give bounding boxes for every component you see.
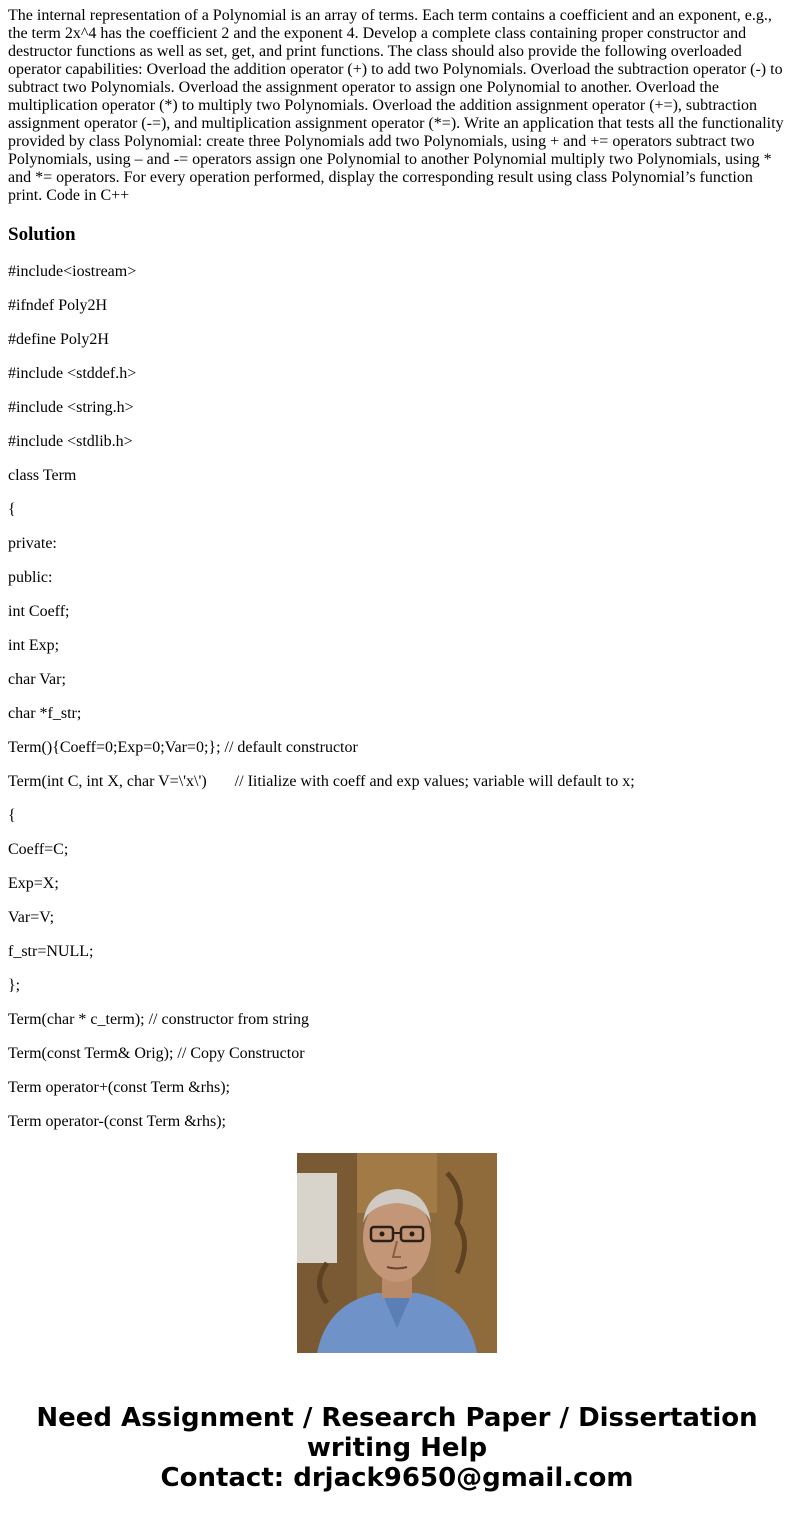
contact-banner [0,1403,794,1493]
code-line: Term(int C, int X, char V=\'x\') // Iitialize with coeff and exp values; variable will default to x; [8,773,635,790]
code-line: int Exp; [8,637,60,654]
code-listing [8,254,786,1130]
code-line: private: [8,535,57,552]
code-line: { [8,501,16,518]
code-line: #include<iostream> [8,263,137,280]
code-line: { [8,807,16,824]
code-line: #define Poly2H [8,331,109,348]
code-line: int Coeff; [8,603,70,620]
question-text: The internal representation of a Polynomial is an array of terms. Each term contains a coefficient and an exponent, e.g., the term 2x^4 has the coefficient 2 and the exponent 4. Develop a complete class containing proper constructor and destructor functions as well as set, get, and print functions. The class should also provide the following overloaded operator capabilities: Overload the addition operator (+) to add two Polynomials. Overload the subtraction operator (-) to subtract two Polynomials. Overload the assignment operator to assign one Polynomial to another. Overload the multiplication operator (*) to multiply two Polynomials. Overload the addition assignment operator (+=), subtraction assignment operator (-=), and multiplication assignment operator (*=). Write an application that tests all the functionality provided by class Polynomial: create three Polynomials add two Polynomials, using + and += operators subtract two Polynomials, using – and -= operators assign one Polynomial to another Polynomial multiply two Polynomials, using * and *= operators. For every operation performed, display the corresponding result using class Polynomial’s function print. Code in C++ [8,7,784,204]
banner-line-2: writing Help [306,1433,488,1463]
author-photo [297,1153,497,1353]
page-content [8,7,786,1130]
code-line: char Var; [8,671,66,688]
code-line: Var=V; [8,909,55,926]
code-line: Term operator-(const Term &rhs); [8,1113,226,1130]
code-line: #include <stddef.h> [8,365,137,382]
code-line: #include <stdlib.h> [8,433,133,450]
author-avatar [297,1153,497,1353]
code-line: Coeff=C; [8,841,69,858]
solution-heading: Solution [8,224,76,245]
code-line: public: [8,569,53,586]
code-line: #include <string.h> [8,399,134,416]
code-line: char *f_str; [8,705,82,722]
code-line: Term(char * c_term); // constructor from string [8,1011,309,1028]
code-line: Exp=X; [8,875,59,892]
code-line: }; [8,977,21,994]
code-line: Term operator+(const Term &rhs); [8,1079,230,1096]
code-line: Term(){Coeff=0;Exp=0;Var=0;}; // default constructor [8,739,358,756]
code-line: Term(const Term& Orig); // Copy Constructor [8,1045,305,1062]
banner-line-1: Need Assignment / Research Paper / Dissertation [36,1403,758,1433]
code-line: f_str=NULL; [8,943,94,960]
code-line: class Term [8,467,77,484]
code-line: #ifndef Poly2H [8,297,108,314]
banner-contact: Contact: drjack9650@gmail.com [160,1463,634,1493]
